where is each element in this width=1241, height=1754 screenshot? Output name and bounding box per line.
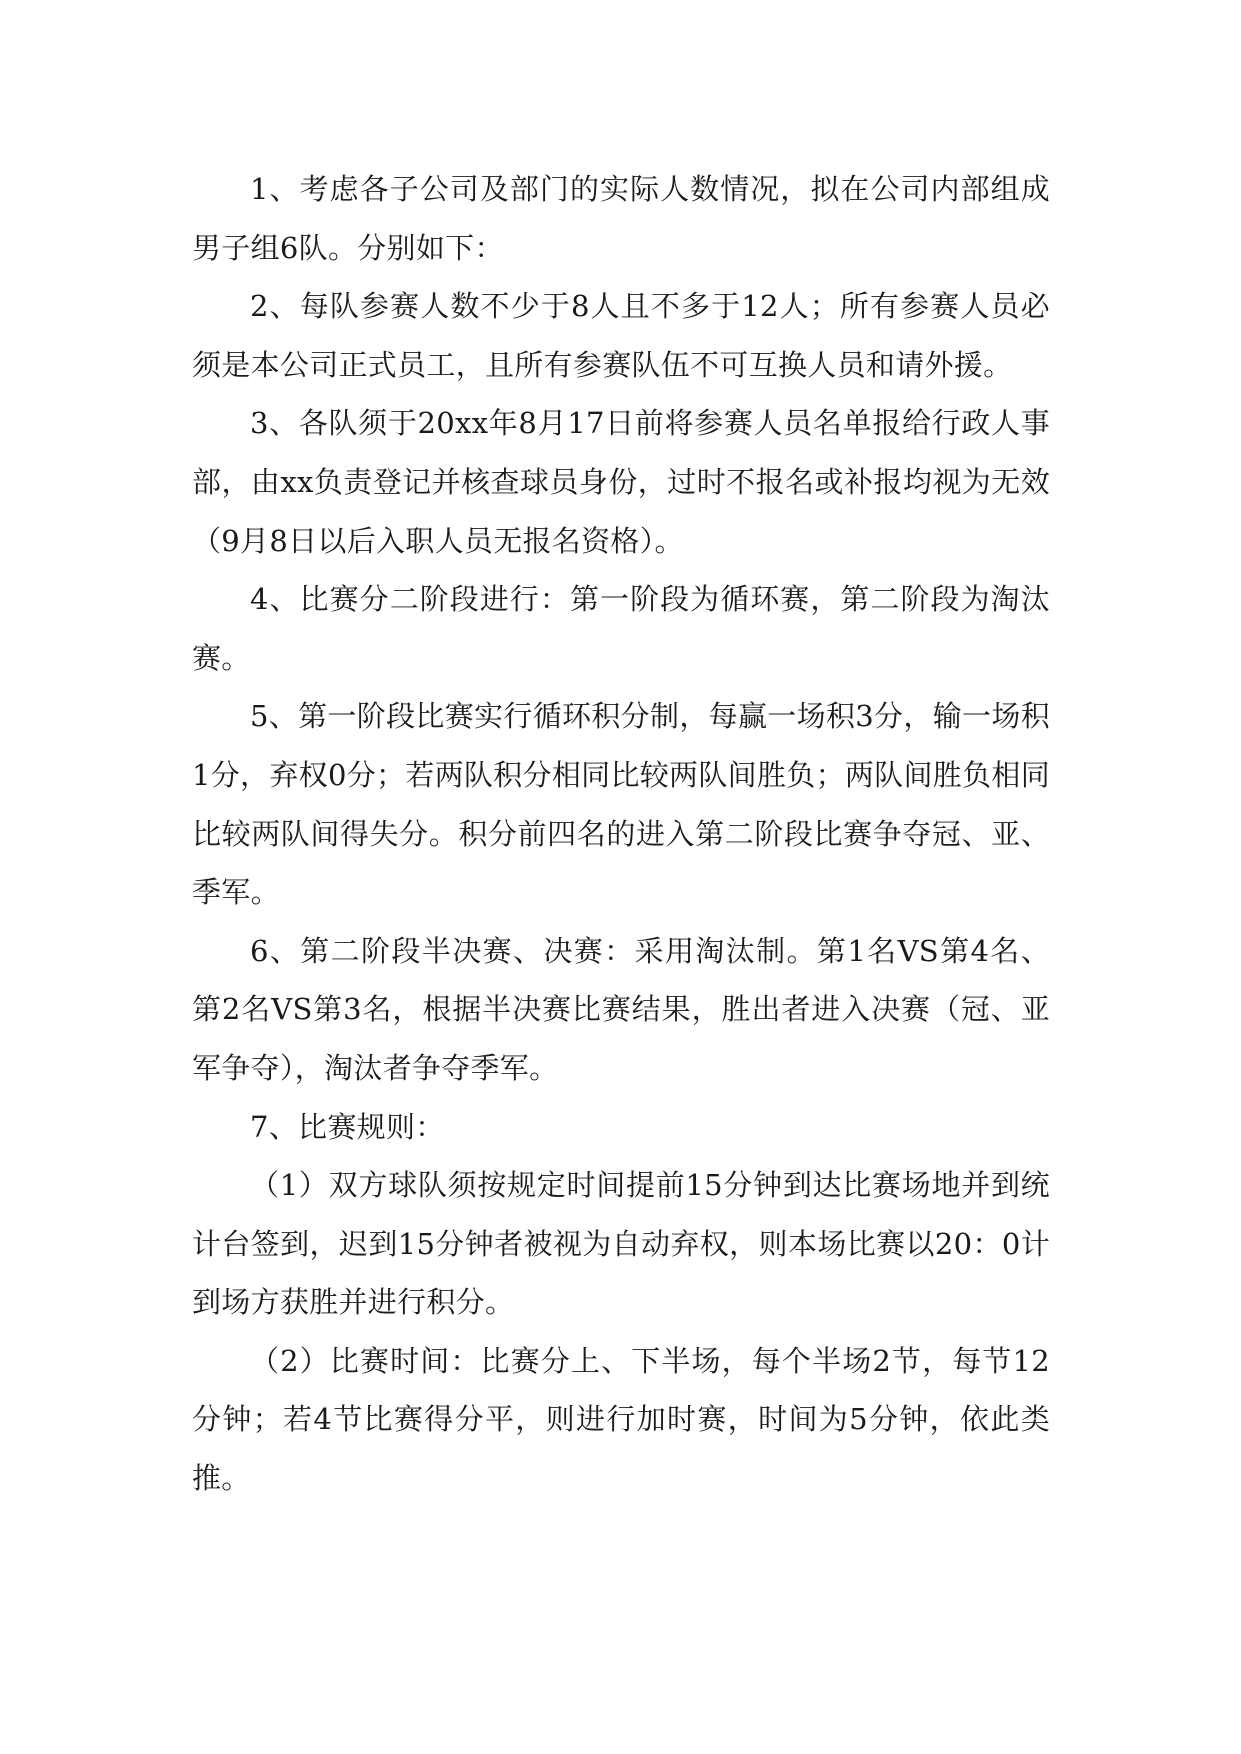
paragraph-2: 2、每队参赛人数不少于8人且不多于12人；所有参赛人员必须是本公司正式员工，且所有参赛队伍不可互换人员和请外援。 (192, 289, 1050, 382)
document-body (192, 160, 1050, 1508)
paragraph-3: 3、各队须于20xx年8月17日前将参赛人员名单报给行政人事部，由xx负责登记并核查球员身份，过时不报名或补报均视为无效（9月8日以后入职人员无报名资格）。 (192, 406, 1050, 558)
paragraph-1: 1、考虑各子公司及部门的实际人数情况，拟在公司内部组成男子组6队。分别如下： (192, 172, 1050, 265)
paragraph-6: 6、第二阶段半决赛、决赛：采用淘汰制。第1名VS第4名、第2名VS第3名，根据半决赛比赛结果，胜出者进入决赛（冠、亚军争夺），淘汰者争夺季军。 (192, 933, 1050, 1085)
paragraph-7-heading: 7、比赛规则： (250, 1109, 445, 1144)
paragraph-4: 4、比赛分二阶段进行：第一阶段为循环赛，第二阶段为淘汰赛。 (192, 582, 1050, 675)
paragraph-5: 5、第一阶段比赛实行循环积分制，每赢一场积3分，输一场积1分，弃权0分；若两队积分相同比较两队间胜负；两队间胜负相同比较两队间得失分。积分前四名的进入第二阶段比赛争夺冠、亚、季军。 (192, 699, 1050, 910)
paragraph-rule-1: （1）双方球队须按规定时间提前15分钟到达比赛场地并到统计台签到，迟到15分钟者被视为自动弃权，则本场比赛以20：0计到场方获胜并进行积分。 (192, 1168, 1050, 1320)
paragraph-rule-2: （2）比赛时间：比赛分上、下半场，每个半场2节，每节12分钟；若4节比赛得分平，则进行加时赛，时间为5分钟，依此类推。 (192, 1343, 1050, 1496)
